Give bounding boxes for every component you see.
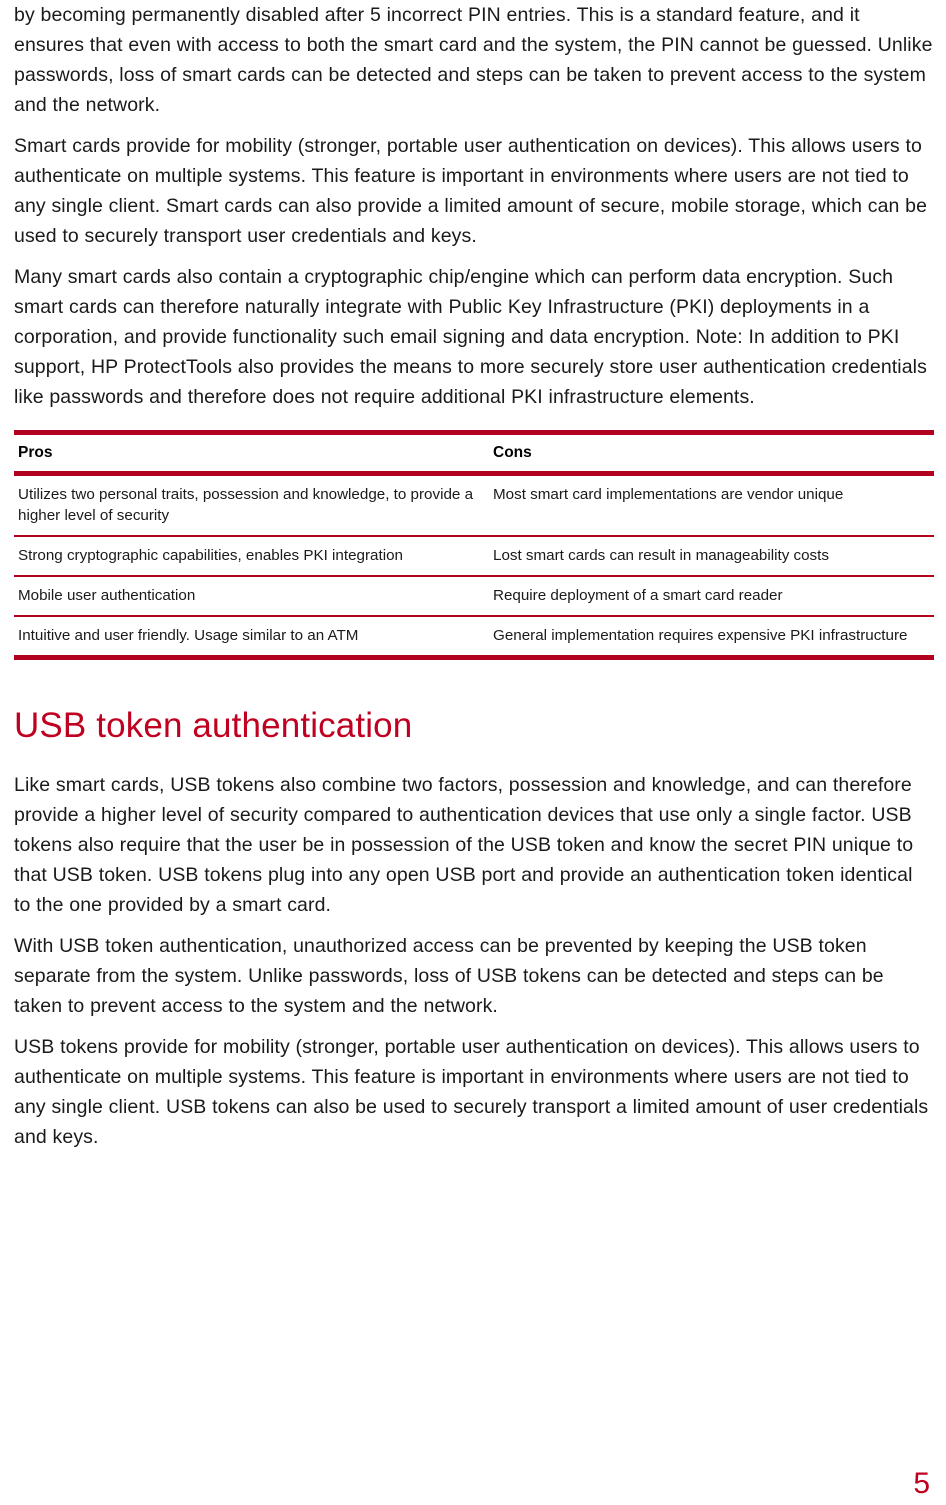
paragraph-usb-mobility: USB tokens provide for mobility (stronger, portable user authentication on devices). This allows users to authenticate on multiple systems. This feature is important in environments where users are not tied to any single client. USB tokens can also be used to securely transport a limited amount of user credentials and keys. bbox=[14, 1036, 929, 1148]
cell-pros: Utilizes two personal traits, possession and knowledge, to provide a higher level of security bbox=[14, 474, 489, 537]
page-number: 5 bbox=[913, 1467, 930, 1500]
table-row bbox=[14, 616, 934, 658]
cell-cons: Lost smart cards can result in manageability costs bbox=[489, 536, 934, 576]
pros-cons-table bbox=[14, 430, 934, 660]
paragraph-smart-card-pin: by becoming permanently disabled after 5 incorrect PIN entries. This is a standard feature, and it ensures that even with access to both the smart card and the system, the PIN cannot be guessed. Unlike passwords, loss of smart cards can be detected and steps can be taken to prevent access to the system and the network. bbox=[14, 4, 933, 116]
cell-cons: Most smart card implementations are vendor unique bbox=[489, 474, 934, 537]
paragraph-smart-card-crypto: Many smart cards also contain a cryptographic chip/engine which can perform data encryption. Such smart cards can therefore naturally integrate with Public Key Infrastructure (PKI) deployments in a corporation, and provide functionality such email signing and data encryption. Note: In addition to PKI support, HP ProtectTools also provides the means to more securely store user authentication credentials like passwords and therefore does not require additional PKI infrastructure elements. bbox=[14, 266, 927, 408]
paragraph-usb-two-factor: Like smart cards, USB tokens also combine two factors, possession and knowledge, and can therefore provide a higher level of security compared to authentication devices that use only a single factor. USB tokens also require that the user be in possession of the USB token and know the secret PIN unique to that USB token. USB tokens plug into any open USB port and provide an authentication token identical to the one provided by a smart card. bbox=[14, 774, 914, 916]
page-content bbox=[14, 0, 934, 1163]
paragraph-usb-unauthorized-access: With USB token authentication, unauthorized access can be prevented by keeping the USB token separate from the system. Unlike passwords, loss of USB tokens can be detected and steps can be taken to prevent access to the system and the network. bbox=[14, 935, 884, 1017]
table-row bbox=[14, 536, 934, 576]
section-heading-usb-token: USB token authentication bbox=[14, 706, 413, 745]
table-header-row bbox=[14, 433, 934, 474]
cell-cons: General implementation requires expensive PKI infrastructure bbox=[489, 616, 934, 658]
table-row bbox=[14, 576, 934, 616]
cell-pros: Intuitive and user friendly. Usage similar to an ATM bbox=[14, 616, 489, 658]
paragraph-smart-card-mobility: Smart cards provide for mobility (stronger, portable user authentication on devices). This allows users to authenticate on multiple systems. This feature is important in environments where users are not tied to any single client. Smart cards can also provide a limited amount of secure, mobile storage, which can be used to securely transport user credentials and keys. bbox=[14, 135, 928, 247]
column-header-pros: Pros bbox=[14, 433, 489, 474]
cell-cons: Require deployment of a smart card reader bbox=[489, 576, 934, 616]
table-row bbox=[14, 474, 934, 537]
cell-pros: Strong cryptographic capabilities, enables PKI integration bbox=[14, 536, 489, 576]
cell-pros: Mobile user authentication bbox=[14, 576, 489, 616]
column-header-cons: Cons bbox=[489, 433, 934, 474]
